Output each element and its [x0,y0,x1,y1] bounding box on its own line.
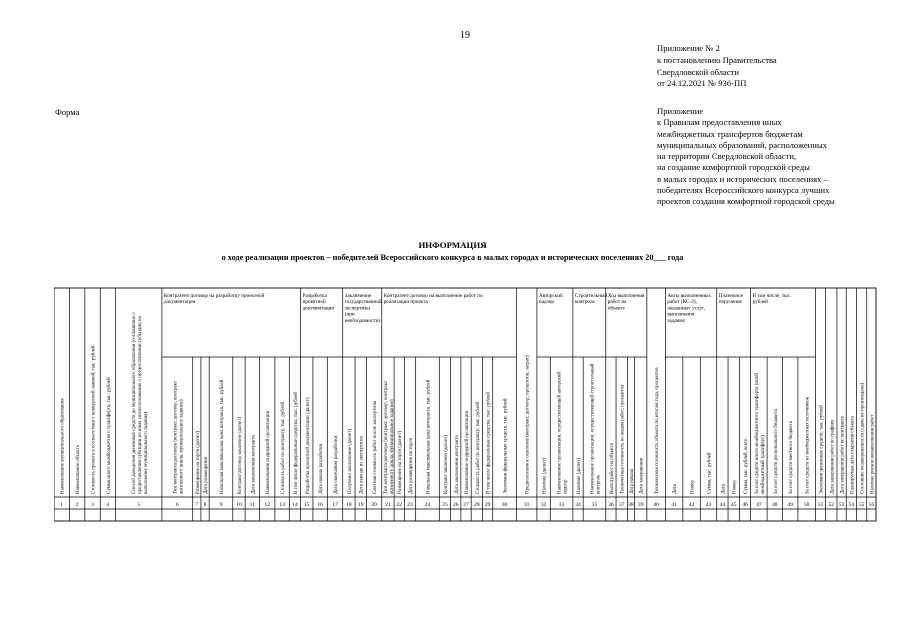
column-number: 33 [558,502,565,508]
empty-data-cell[interactable] [394,509,404,521]
report-form-table-svg [54,285,884,555]
appendix-block-top [657,43,777,90]
column-header-label: Тип контракта/договора (контракт, договор, контрактжизненного цикла, муниципальное задание) [383,380,395,494]
column-number: 26 [452,502,459,508]
empty-data-cell[interactable] [366,509,381,521]
column-number: 56 [868,502,875,508]
column-header-label: Дата окончания разработки [334,435,340,494]
column-header-label: Наименование организации, осуществляющей авторскийнадзор [557,371,569,494]
appendix-line: к Правилам предоставления иных [657,117,782,128]
column-number: 14 [292,502,298,508]
column-number: 25 [442,502,448,508]
column-header-label: Экономия федеральных средств, тыс. рублей [503,398,509,494]
empty-data-cell[interactable] [516,509,537,521]
appendix-line: в малых городах и исторических поселениях – [657,173,828,184]
column-header-label: Наименование организации, осуществляющей строительныйконтроль [590,363,602,494]
empty-data-cell[interactable] [635,509,647,521]
column-header-label: В том числе федеральные средства, тыс. рублей [486,392,492,494]
appendix-line: Приложение [657,106,704,116]
group-header-label: Акты выполненных работ (КС-2), оказанных услуг, выполнения задания [667,293,712,324]
empty-data-cell[interactable] [683,509,700,521]
empty-data-cell[interactable] [826,509,837,521]
column-header-label: Контракт/договор заключен (да/нет) [237,416,243,494]
column-number: 21 [385,502,391,508]
column-number: 35 [591,502,598,508]
empty-data-cell[interactable] [856,509,866,521]
column-header-label: Предполагаемое освоение (контракт, договор, процентов, затрат) [525,355,531,494]
column-header-label: Размещение на торги (да/нет) [195,431,201,494]
group-header-label: Платежное поручение [718,293,744,306]
empty-data-cell[interactable] [700,509,716,521]
empty-data-cell[interactable] [767,509,782,521]
empty-data-cell[interactable] [289,509,300,521]
column-number: 28 [474,502,480,508]
empty-data-cell[interactable] [116,509,162,521]
group-header-label: Строительный контроль [574,293,608,306]
column-header-label: Дата завершения работ по графику [830,419,836,494]
column-number: 55 [858,502,865,508]
column-header-label: Экономия денежных средств, тыс. рублей [819,405,825,494]
column-number: 1 [60,502,64,508]
column-header-label: Дата заключения контракта [251,435,257,494]
column-number: 47 [756,502,762,508]
column-number: 41 [671,502,677,508]
column-number: 36 [608,502,614,508]
column-number: 54 [848,502,855,508]
column-number: 11 [249,502,256,508]
column-header-label: Сметная стоимость работ после экспертизы [373,400,379,494]
empty-data-cell[interactable] [583,509,606,521]
empty-data-cell[interactable] [728,509,739,521]
column-number: 17 [332,502,338,508]
page-number: 19 [460,30,470,41]
column-header-label: Дата [721,484,727,494]
column-header-label: Техническая готовность по видам работ, процентов [620,384,626,494]
column-header-label: Тип контракта/договора (контракт, договор, контрактжизненного цикла, муниципальное задание) [173,380,185,494]
appendix-line: от 24.12.2021 № 936-ПП [657,78,747,89]
column-header-label: Дата начала разработки [319,443,325,494]
column-header-label: Дата размещения на торги [409,437,415,494]
appendix-line: Приложение № 2 [657,43,720,53]
empty-data-cell[interactable] [275,509,289,521]
appendix-line: межбюджетных трансфертов бюджетам [657,128,803,139]
column-header-label: Наличие (да/нет) [577,457,583,494]
empty-data-cell[interactable] [209,509,233,521]
column-header-label: За счет средств из внебюджетных источников [805,396,811,494]
group-header-label: Авторский надзор [538,293,563,306]
column-number: 18 [346,502,352,508]
column-number: 39 [637,502,644,508]
column-header-label: Номер [732,480,738,494]
empty-data-cell[interactable] [313,509,327,521]
empty-data-cell[interactable] [162,509,193,521]
column-number: 43 [705,502,712,508]
column-header-label: За счет средств иного межбюджетного трансферта (иноймежбюджетный трансферт) [754,373,766,494]
appendix-line: на территории Свердловской области, [657,151,797,162]
empty-data-cell[interactable] [260,509,275,521]
empty-data-cell[interactable] [867,509,876,521]
empty-data-cell[interactable] [355,509,366,521]
column-header-label: Дата выхода из экспертизы [359,436,365,494]
column-header-label: В том числе федеральные средства, тыс. рублей [293,392,299,494]
appendix-line: на создание комфортной городской среды [657,162,810,173]
column-header-label: Состояние незавершенности (сдача не произведена) [860,382,866,494]
column-header-label: Наличие рисков невыполнения работ [870,414,876,494]
appendix-block-rules [657,106,897,208]
column-header-label: Выход работ на объекте [609,443,615,494]
column-number: 29 [484,502,491,508]
empty-data-cell[interactable] [85,509,100,521]
column-header-label: Наименование объекта [76,445,82,494]
column-header-label: Планируемая дата открытия объекта [850,416,856,494]
empty-data-cell[interactable] [54,509,69,521]
column-header-label: Дата заключения контракта [454,435,460,494]
empty-data-cell[interactable] [416,509,440,521]
group-header-label: Ход выполнения работ на объекте [607,293,645,312]
empty-data-cell[interactable] [471,509,482,521]
column-number: 8 [203,502,207,508]
appendix-line: Свердловской области [657,66,740,77]
column-number: 4 [106,502,110,508]
column-number: 3 [91,502,94,508]
column-number: 37 [618,502,625,508]
empty-data-cell[interactable] [100,509,115,521]
column-header-label: Наименование муниципального образования [60,398,66,494]
column-number: 51 [817,502,824,508]
empty-data-cell[interactable] [717,509,728,521]
empty-data-cell[interactable] [783,509,798,521]
column-header-label: Наличие (да/нет) [542,457,548,494]
column-number: 45 [730,502,737,508]
column-header-label: Начальная максимальная цена контракта, тыс. рублей [426,379,432,494]
empty-data-cell[interactable] [461,509,471,521]
column-number: 6 [175,502,179,508]
empty-data-cell[interactable] [404,509,415,521]
document-title: ИНФОРМАЦИЯ [418,240,487,250]
column-header-label: Дата размещения [204,457,210,494]
column-number: 32 [540,502,547,508]
group-header-label: Заключение государственной экспертизы (при необходимости) [344,293,382,324]
empty-data-cell[interactable] [493,509,517,521]
column-number: 38 [628,502,634,508]
column-number: 42 [688,502,695,508]
empty-data-cell[interactable] [301,509,313,521]
column-header-label: Сумма, тыс. рублей, всего [744,438,749,494]
column-header-label: Наименование подрядной организации [465,410,471,494]
empty-data-cell[interactable] [550,509,573,521]
column-header-label: За счет средств регионального бюджета [773,409,779,494]
column-header-label: Стоимость работ по контракту, тыс. рублей [281,401,287,494]
empty-data-cell[interactable] [846,509,856,521]
column-header-label: Номер [690,480,696,494]
appendix-line: муниципальных образований, расположенных [657,139,827,150]
empty-data-cell[interactable] [451,509,461,521]
column-header-label: Дата [673,484,679,494]
column-header-label: Дата начала [629,468,635,494]
form-label: Форма [55,107,80,117]
column-number: 50 [803,502,810,508]
empty-data-cell[interactable] [616,509,627,521]
column-number: 7 [195,502,199,508]
column-number: 15 [303,502,310,508]
column-header-label: Дата завершения работ по контракту [840,415,846,494]
column-header-label: Стоимость проекта в соответствии с конкурсной заявкой, тыс. рублей [91,345,97,494]
column-number: 46 [742,502,748,508]
column-number: 48 [772,502,778,508]
empty-data-cell[interactable] [837,509,846,521]
column-number: 34 [575,502,581,508]
column-number: 40 [653,502,659,508]
column-header-label: Начальная максимальная цена контракта, тыс. рублей [219,379,225,494]
column-number: 19 [357,502,364,508]
empty-data-cell[interactable] [647,509,665,521]
empty-data-cell[interactable] [606,509,616,521]
column-header-label: Размещение на торги (да/нет) [398,431,404,494]
empty-data-cell[interactable] [665,509,682,521]
column-header-label: Сумма иного межбюджетного трансферта, тыс. рублей [106,377,112,494]
empty-data-cell[interactable] [439,509,450,521]
column-header-label: Техническая готовность объекта по итогам года, процентов [655,367,661,494]
empty-data-cell[interactable] [193,509,201,521]
group-header-label: Контрагент/договор на разработку проектной документации [163,293,265,306]
column-number: 16 [317,502,323,508]
empty-data-cell[interactable] [751,509,767,521]
column-number: 5 [137,502,141,508]
empty-data-cell[interactable] [798,509,815,521]
column-header-label: Контракт заключен (да/нет) [443,435,449,494]
group-header-label: Разработка проектной документации [302,293,335,312]
empty-data-cell[interactable] [482,509,492,521]
column-number: 31 [523,502,530,508]
column-number: 23 [407,502,413,508]
document-subtitle: о ходе реализации проектов – победителей Всероссийского конкурса в малых городах и исторических поселениях 20___ года [221,253,684,262]
column-number: 9 [219,502,223,508]
appendix-line: к постановлению Правительства [657,54,777,65]
column-header-label: Разработка проектной документации (да/нет) [305,397,311,494]
column-header-label: Сумма, тыс. рублей [707,452,713,494]
column-number: 44 [719,502,726,508]
group-header-label: Контрагент/договор на выполнение работ по реализации проекта [383,293,483,306]
empty-data-cell[interactable] [343,509,355,521]
column-number: 30 [501,502,508,508]
empty-data-cell[interactable] [69,509,84,521]
column-number: 49 [787,502,793,508]
column-header-label: Наименование подрядной организации [266,410,272,494]
column-number: 12 [264,502,270,508]
column-number: 20 [371,502,377,508]
column-number: 53 [838,502,845,508]
empty-data-cell[interactable] [573,509,583,521]
report-form-table [54,285,884,555]
column-number: 2 [75,502,79,508]
empty-data-cell[interactable] [327,509,342,521]
column-header-label: За счет средств местного бюджета [789,420,795,494]
empty-data-cell[interactable] [245,509,259,521]
column-number: 27 [463,502,469,508]
empty-data-cell[interactable] [233,509,245,521]
empty-data-cell[interactable] [537,509,550,521]
appendix-line: проектов создания комфортной городской среды [657,196,835,207]
column-number: 10 [236,502,242,508]
column-number: 52 [828,502,835,508]
column-header-label: Способ доведения денежных средств до муниципального образования (соглашение опредоставлении субсидии на иные цели/соглашение о предоставлении субсидии навыполнение муниципального задания) [131,312,149,494]
column-number: 24 [424,502,431,508]
group-header-label: В том числе, тыс. рублей [752,293,792,306]
column-header-label: Стоимость работ по контракту, тыс. рублей [475,401,481,494]
empty-data-cell[interactable] [739,509,750,521]
empty-data-cell[interactable] [627,509,634,521]
empty-data-cell[interactable] [201,509,209,521]
empty-data-cell[interactable] [382,509,394,521]
column-number: 13 [279,502,285,508]
column-number: 22 [396,502,403,508]
column-header-label: Дата завершения [639,457,645,494]
column-header-label: Получено заключение (да/нет) [347,429,353,494]
appendix-line: победителях Всероссийского конкурса лучших [657,185,830,196]
empty-data-cell[interactable] [815,509,825,521]
